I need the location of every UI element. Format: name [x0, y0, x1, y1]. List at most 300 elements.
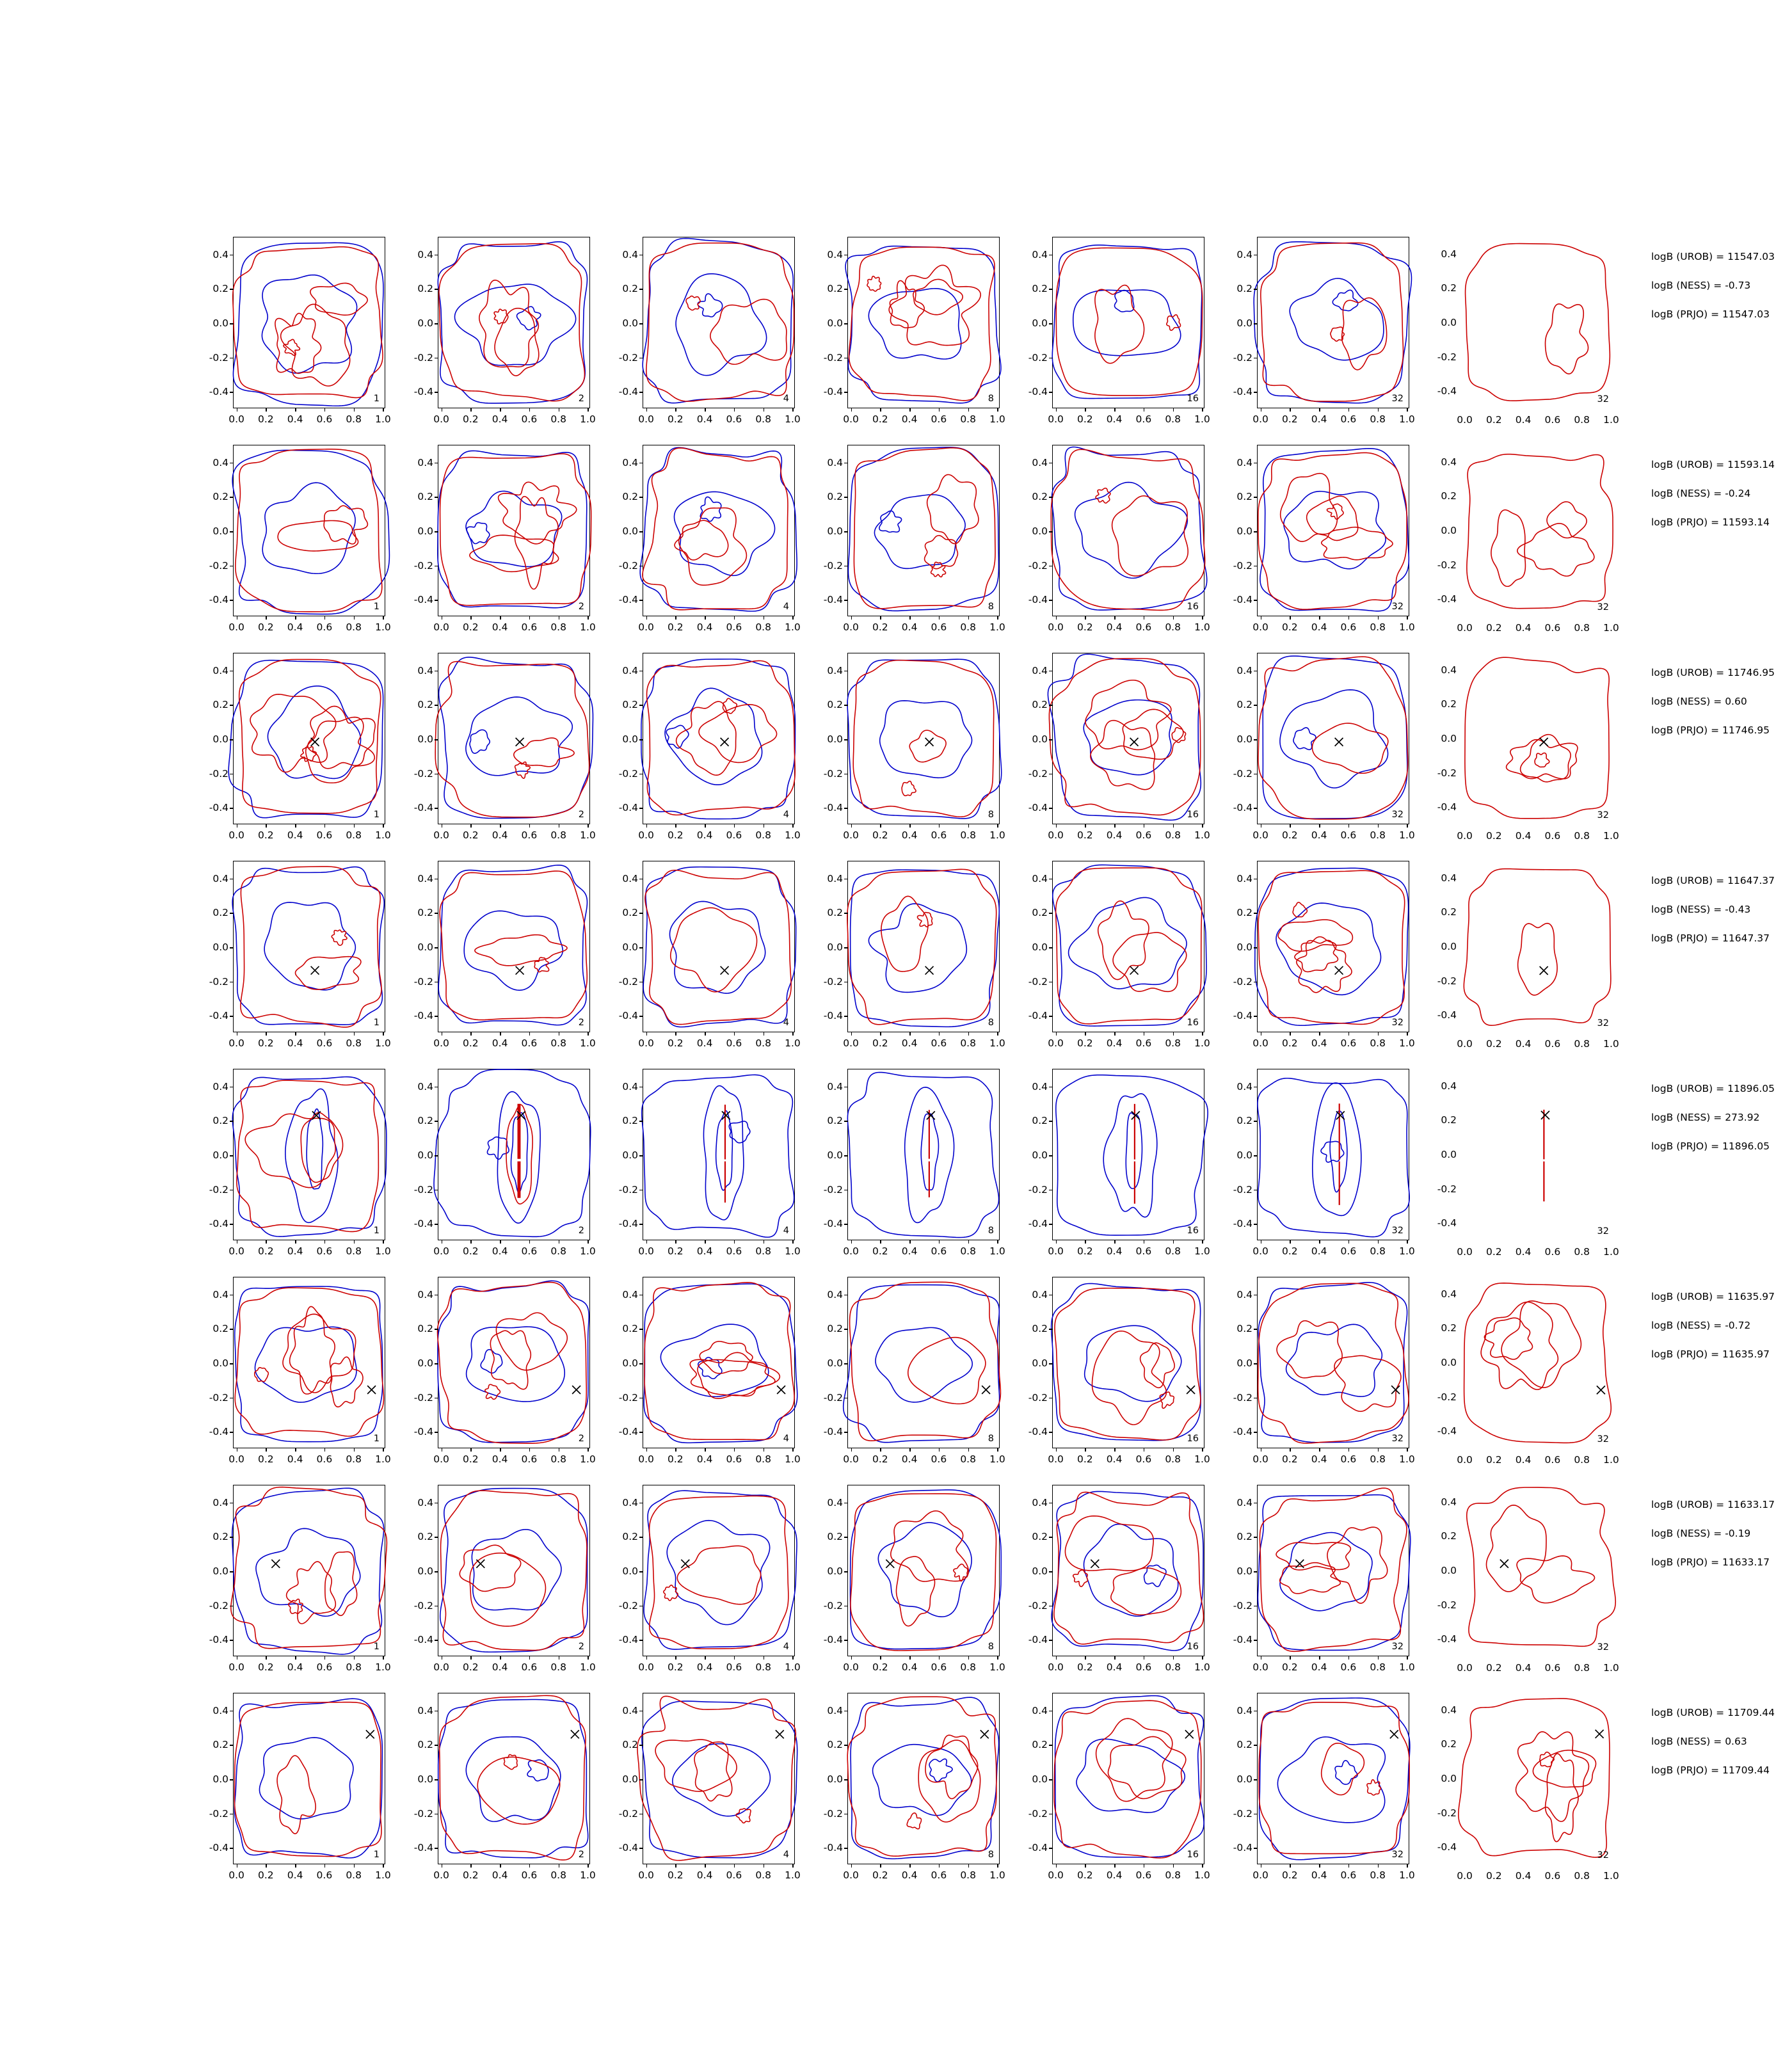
x-tick-label: 0.8 — [960, 829, 976, 841]
y-tick-mark — [230, 982, 234, 983]
y-tick-label: 0.2 — [622, 1739, 638, 1751]
x-tick-label: 1.0 — [1194, 621, 1210, 633]
contour-blue — [644, 1491, 797, 1649]
x-tick-label: 0.4 — [1311, 1245, 1327, 1257]
y-tick-label: -0.4 — [1233, 386, 1252, 398]
y-tick-label: -0.4 — [1028, 1218, 1048, 1230]
contour-red — [1334, 1356, 1401, 1411]
x-tick-label: 0.0 — [433, 1453, 449, 1465]
x-tick-label: 0.4 — [1515, 1662, 1532, 1674]
x-tick-label: 0.8 — [346, 1245, 362, 1257]
x-tick-mark — [1348, 824, 1350, 828]
y-tick-label: -0.4 — [209, 1426, 228, 1438]
y-tick-mark — [230, 392, 234, 393]
x-tick-mark — [705, 824, 706, 828]
panel-corner-label: 32 — [1391, 1226, 1404, 1236]
y-tick-label: 0.0 — [827, 1773, 843, 1785]
x-tick-label: 1.0 — [375, 829, 391, 841]
x-tick-mark — [470, 824, 472, 828]
panel-corner-label: 8 — [988, 394, 994, 404]
contour-blue — [228, 660, 383, 818]
x-tick-label: 0.6 — [1544, 1246, 1561, 1258]
y-tick-label: 0.4 — [417, 1288, 433, 1300]
y-tick-label: 0.2 — [1032, 1739, 1048, 1751]
y-tick-label: 0.2 — [1032, 1323, 1048, 1335]
contour-blue — [285, 1089, 338, 1222]
x-tick-label: 0.2 — [1282, 413, 1298, 425]
panel-corner-label: 8 — [988, 1226, 994, 1236]
y-tick-label: 0.0 — [1441, 525, 1457, 536]
x-tick-mark — [1202, 408, 1203, 412]
contour-red — [1259, 1702, 1409, 1854]
y-tick-mark — [230, 1640, 234, 1641]
contour-red — [281, 304, 350, 386]
y-tick-mark — [1254, 600, 1258, 601]
x-marker-icon — [1541, 1111, 1549, 1119]
panel-corner-label: 1 — [373, 810, 380, 820]
y-tick-mark — [435, 1640, 438, 1641]
contour-panel — [209, 861, 391, 1049]
annotation-ness: logB (NESS) = 273.92 — [1651, 1112, 1760, 1123]
x-tick-label: 0.6 — [521, 413, 538, 425]
contour-blue — [851, 1490, 1002, 1649]
x-tick-mark — [324, 1240, 326, 1244]
y-tick-mark — [1254, 1606, 1258, 1607]
x-tick-label: 0.0 — [228, 1869, 244, 1881]
y-tick-label: -0.4 — [1437, 801, 1457, 813]
y-tick-mark — [230, 358, 234, 359]
contour-red — [1276, 1542, 1350, 1570]
panel-cell — [1437, 1270, 1645, 1478]
x-tick-label: 0.2 — [258, 1037, 274, 1049]
x-tick-mark — [295, 616, 296, 620]
x-tick-mark — [851, 824, 852, 828]
contour-red — [290, 1306, 335, 1394]
y-tick-mark — [844, 1503, 848, 1504]
y-tick-mark — [1254, 1711, 1258, 1712]
y-tick-mark — [435, 1503, 438, 1504]
y-tick-mark — [230, 1329, 234, 1330]
y-tick-label: 0.2 — [1032, 907, 1048, 919]
contour-panel — [413, 1277, 596, 1465]
y-tick-mark — [435, 1363, 438, 1364]
contour-red — [515, 762, 531, 778]
y-tick-label: 0.4 — [212, 1080, 228, 1092]
y-tick-label: 0.2 — [1032, 1115, 1048, 1127]
x-tick-label: 1.0 — [1603, 1662, 1619, 1674]
y-tick-label: 0.0 — [1236, 1149, 1252, 1161]
y-tick-mark — [230, 1745, 234, 1746]
x-tick-mark — [997, 1656, 998, 1660]
y-tick-mark — [1254, 1155, 1258, 1156]
x-tick-label: 0.6 — [726, 1869, 742, 1881]
panel-corner-label: 8 — [988, 810, 994, 820]
x-tick-label: 0.8 — [346, 413, 362, 425]
y-tick-label: 0.4 — [622, 872, 638, 884]
x-tick-mark — [734, 1864, 735, 1868]
contour-blue — [878, 1523, 972, 1617]
y-tick-mark — [230, 531, 234, 532]
x-tick-label: 0.8 — [550, 413, 566, 425]
y-tick-mark — [435, 1329, 438, 1330]
contour-panel — [823, 653, 1005, 841]
x-tick-label: 0.4 — [1106, 413, 1123, 425]
y-tick-mark — [639, 1016, 643, 1017]
x-tick-mark — [559, 1032, 560, 1036]
panel-cell — [1030, 438, 1235, 646]
x-tick-label: 0.4 — [1515, 1454, 1532, 1466]
y-tick-mark — [230, 1016, 234, 1017]
y-tick-mark — [435, 1711, 438, 1712]
x-tick-label: 0.8 — [346, 1037, 362, 1049]
y-tick-mark — [844, 531, 848, 532]
x-tick-label: 0.6 — [1340, 1661, 1357, 1673]
x-tick-mark — [851, 1448, 852, 1452]
panel-corner-label: 32 — [1597, 1850, 1609, 1860]
x-tick-mark — [1378, 1656, 1379, 1660]
row-annotation-block — [1651, 1499, 1792, 1585]
x-tick-label: 0.8 — [1165, 829, 1181, 841]
x-tick-label: 0.4 — [901, 621, 918, 633]
contour-panel — [209, 653, 391, 841]
y-tick-mark — [639, 1745, 643, 1746]
contour-blue — [233, 243, 383, 406]
contour-red — [1258, 1283, 1409, 1443]
panel-corner-label: 32 — [1597, 1642, 1609, 1652]
contour-blue — [716, 1111, 733, 1190]
contour-panel — [618, 653, 801, 841]
contour-red — [233, 247, 383, 398]
y-tick-label: 0.4 — [622, 1704, 638, 1716]
y-tick-label: 0.0 — [1032, 733, 1048, 745]
y-tick-label: 0.4 — [827, 664, 843, 676]
x-tick-mark — [529, 616, 531, 620]
x-tick-mark — [470, 1032, 472, 1036]
y-tick-label: 0.0 — [1032, 317, 1048, 329]
y-tick-mark — [230, 739, 234, 740]
x-tick-mark — [1319, 616, 1320, 620]
annotation-prjo: logB (PRJO) = 11647.37 — [1651, 932, 1770, 944]
x-tick-mark — [1290, 408, 1291, 412]
x-tick-label: 0.8 — [1165, 1869, 1181, 1881]
y-tick-mark — [844, 1711, 848, 1712]
x-tick-mark — [792, 1240, 794, 1244]
y-tick-mark — [844, 1745, 848, 1746]
x-tick-mark — [1144, 1240, 1145, 1244]
panel-cell — [413, 1686, 621, 1894]
y-tick-mark — [844, 600, 848, 601]
y-tick-label: 0.0 — [212, 1565, 228, 1577]
y-tick-label: 0.2 — [1032, 491, 1048, 503]
y-tick-label: 0.4 — [827, 1496, 843, 1508]
y-tick-mark — [230, 1224, 234, 1225]
contour-blue — [1260, 449, 1409, 611]
y-tick-label: 0.0 — [212, 1357, 228, 1369]
y-tick-label: 0.4 — [417, 1496, 433, 1508]
contour-panel — [1233, 445, 1415, 633]
x-tick-mark — [383, 1240, 384, 1244]
y-tick-label: -0.4 — [618, 594, 638, 606]
x-tick-label: 1.0 — [989, 1661, 1005, 1673]
x-tick-label: 0.2 — [872, 829, 888, 841]
contour-red — [1546, 304, 1588, 374]
x-tick-mark — [237, 824, 238, 828]
x-tick-mark — [237, 1032, 238, 1036]
x-tick-mark — [1290, 1864, 1291, 1868]
x-tick-label: 1.0 — [1194, 1037, 1210, 1049]
contour-red — [1501, 1301, 1581, 1388]
x-tick-label: 0.2 — [1077, 413, 1093, 425]
panel-cell — [1437, 854, 1645, 1062]
x-tick-label: 0.8 — [1370, 1869, 1386, 1881]
y-tick-mark — [230, 879, 234, 880]
y-tick-label: -0.2 — [209, 1807, 228, 1820]
x-tick-mark — [1056, 1448, 1057, 1452]
x-tick-label: 0.6 — [726, 1245, 742, 1257]
contour-blue — [1254, 242, 1411, 403]
y-tick-label: 0.0 — [1032, 1149, 1048, 1161]
row-annotation-block — [1651, 459, 1792, 545]
y-tick-mark — [435, 1745, 438, 1746]
y-tick-mark — [639, 566, 643, 567]
contour-blue — [1052, 447, 1206, 610]
y-tick-mark — [639, 289, 643, 290]
y-tick-mark — [230, 1121, 234, 1122]
x-tick-mark — [909, 1656, 911, 1660]
y-tick-mark — [844, 566, 848, 567]
x-tick-label: 1.0 — [375, 1037, 391, 1049]
x-tick-label: 1.0 — [375, 1661, 391, 1673]
contour-red — [1055, 1288, 1201, 1440]
contour-blue — [1280, 690, 1388, 788]
y-tick-mark — [1254, 1537, 1258, 1538]
x-tick-label: 0.0 — [1457, 1870, 1473, 1882]
y-tick-label: -0.2 — [209, 767, 228, 780]
y-tick-label: 0.2 — [827, 1323, 843, 1335]
y-tick-label: 0.4 — [212, 1496, 228, 1508]
x-tick-mark — [675, 1864, 676, 1868]
panel-corner-label: 16 — [1187, 1850, 1199, 1860]
x-tick-mark — [1173, 1656, 1174, 1660]
x-tick-mark — [1173, 408, 1174, 412]
x-tick-label: 1.0 — [580, 413, 596, 425]
y-tick-label: -0.2 — [209, 1391, 228, 1404]
panel-cell — [823, 1062, 1030, 1270]
y-tick-mark — [230, 1814, 234, 1815]
x-tick-mark — [266, 1240, 267, 1244]
y-tick-label: -0.4 — [618, 1842, 638, 1854]
y-tick-mark — [435, 1606, 438, 1607]
contour-red — [275, 313, 321, 373]
y-tick-label: 0.0 — [827, 317, 843, 329]
y-tick-mark — [639, 531, 643, 532]
panel-cell — [618, 1062, 826, 1270]
y-tick-label: -0.2 — [1437, 351, 1457, 363]
x-tick-label: 0.4 — [1106, 1245, 1123, 1257]
contour-panel — [1437, 861, 1619, 1050]
y-tick-mark — [639, 1848, 643, 1849]
x-tick-label: 1.0 — [375, 1453, 391, 1465]
y-tick-mark — [1049, 982, 1053, 983]
x-marker-icon — [721, 966, 729, 975]
x-tick-mark — [470, 1240, 472, 1244]
contour-red — [460, 1545, 520, 1591]
contour-red — [1111, 1568, 1181, 1615]
y-tick-mark — [639, 671, 643, 672]
contour-red — [277, 1756, 316, 1834]
contour-red — [850, 1282, 1001, 1441]
x-tick-label: 0.2 — [668, 1245, 684, 1257]
x-tick-label: 0.4 — [492, 1453, 508, 1465]
x-tick-mark — [1114, 1240, 1116, 1244]
x-tick-label: 0.0 — [1048, 1453, 1064, 1465]
x-tick-label: 0.0 — [638, 1453, 654, 1465]
panel-cell — [211, 1270, 416, 1478]
row-annotation-block — [1651, 667, 1792, 753]
x-tick-label: 1.0 — [1603, 830, 1619, 842]
x-tick-label: 0.6 — [931, 1869, 947, 1881]
y-tick-label: -0.4 — [1233, 1010, 1252, 1022]
y-tick-label: 0.4 — [1236, 248, 1252, 260]
contour-red — [332, 930, 347, 945]
y-tick-label: 0.2 — [417, 1739, 433, 1751]
contour-red — [239, 659, 381, 813]
x-tick-mark — [442, 616, 443, 620]
x-tick-label: 0.2 — [1486, 1662, 1502, 1674]
x-tick-mark — [559, 408, 560, 412]
y-tick-mark — [435, 774, 438, 775]
x-tick-mark — [675, 1032, 676, 1036]
y-tick-mark — [639, 358, 643, 359]
y-tick-label: -0.4 — [413, 1634, 433, 1646]
contour-red — [907, 1813, 921, 1829]
y-tick-mark — [1049, 1745, 1053, 1746]
y-tick-mark — [1049, 1432, 1053, 1433]
y-tick-label: 0.4 — [1032, 1288, 1048, 1300]
y-tick-label: 0.0 — [1032, 525, 1048, 537]
y-tick-mark — [639, 497, 643, 498]
x-tick-label: 0.4 — [287, 413, 303, 425]
contour-blue — [1056, 1075, 1208, 1235]
y-tick-mark — [844, 808, 848, 809]
x-tick-mark — [764, 1656, 765, 1660]
y-tick-mark — [435, 739, 438, 740]
x-tick-mark — [1348, 408, 1350, 412]
x-tick-mark — [1290, 824, 1291, 828]
contour-red — [881, 896, 928, 972]
y-tick-label: 0.0 — [1032, 941, 1048, 953]
y-tick-label: 0.2 — [1441, 1738, 1457, 1750]
y-tick-label: 0.2 — [622, 1531, 638, 1543]
x-tick-mark — [1085, 1448, 1086, 1452]
y-tick-mark — [1049, 255, 1053, 256]
contour-blue — [1286, 1324, 1382, 1396]
contour-red — [1261, 243, 1404, 401]
x-tick-label: 0.8 — [346, 1661, 362, 1673]
y-tick-mark — [230, 1606, 234, 1607]
y-tick-mark — [1049, 1016, 1053, 1017]
x-tick-mark — [237, 616, 238, 620]
contour-red — [438, 1283, 587, 1444]
y-tick-label: 0.2 — [417, 1323, 433, 1335]
x-tick-label: 0.8 — [346, 1869, 362, 1881]
x-tick-mark — [880, 1032, 881, 1036]
y-tick-label: -0.2 — [1437, 1391, 1457, 1403]
y-tick-label: 0.4 — [212, 664, 228, 676]
contour-panel — [413, 237, 596, 425]
y-tick-label: 0.4 — [827, 1704, 843, 1716]
x-tick-label: 0.0 — [1457, 830, 1473, 842]
x-tick-label: 0.4 — [492, 1037, 508, 1049]
x-marker-icon — [982, 1386, 990, 1394]
x-tick-mark — [939, 1864, 940, 1868]
contour-blue — [464, 911, 563, 990]
x-tick-label: 0.0 — [843, 1037, 859, 1049]
y-tick-mark — [230, 1779, 234, 1780]
y-tick-mark — [230, 255, 234, 256]
contour-red — [1486, 1505, 1546, 1592]
y-tick-label: 0.4 — [827, 1080, 843, 1092]
y-tick-mark — [1049, 739, 1053, 740]
x-tick-mark — [266, 1656, 267, 1660]
y-tick-mark — [844, 1814, 848, 1815]
contour-panel — [618, 1069, 801, 1257]
x-tick-label: 0.0 — [638, 1661, 654, 1673]
y-tick-label: -0.2 — [823, 1183, 843, 1196]
x-tick-label: 0.6 — [726, 1037, 742, 1049]
y-tick-label: -0.4 — [209, 594, 228, 606]
panel-cell — [413, 1478, 621, 1686]
panel-cell — [1235, 1478, 1440, 1686]
contour-red — [851, 1494, 996, 1651]
y-tick-label: 0.4 — [417, 872, 433, 884]
x-tick-mark — [968, 1656, 970, 1660]
y-tick-label: -0.2 — [1028, 975, 1048, 988]
contour-blue — [1260, 1698, 1410, 1860]
contour-blue — [700, 497, 721, 521]
x-tick-label: 0.4 — [1311, 1661, 1327, 1673]
x-tick-label: 0.2 — [872, 413, 888, 425]
y-tick-label: 0.0 — [212, 525, 228, 537]
contour-red — [499, 482, 577, 544]
contour-panel — [823, 237, 1005, 425]
y-tick-mark — [1254, 808, 1258, 809]
x-tick-label: 1.0 — [989, 1869, 1005, 1881]
panel-corner-label: 32 — [1597, 810, 1609, 820]
x-tick-mark — [295, 1448, 296, 1452]
x-tick-label: 0.8 — [1370, 413, 1386, 425]
panel-cell — [1437, 646, 1645, 854]
x-tick-label: 1.0 — [1399, 1869, 1415, 1881]
x-tick-mark — [705, 1864, 706, 1868]
contour-blue — [660, 1324, 768, 1396]
contour-blue — [643, 238, 793, 403]
panel-corner-label: 32 — [1391, 810, 1404, 820]
y-tick-mark — [1049, 1363, 1053, 1364]
x-tick-mark — [500, 1864, 501, 1868]
x-marker-icon — [1596, 1730, 1604, 1738]
x-tick-label: 0.0 — [1252, 1869, 1268, 1881]
contour-blue — [929, 1759, 952, 1782]
x-tick-label: 0.6 — [726, 413, 742, 425]
y-tick-label: -0.2 — [1233, 1599, 1252, 1612]
y-tick-label: 0.4 — [212, 872, 228, 884]
x-tick-label: 0.0 — [433, 1037, 449, 1049]
x-tick-mark — [1144, 1448, 1145, 1452]
y-tick-mark — [1254, 1121, 1258, 1122]
x-marker-icon — [1335, 966, 1343, 975]
x-tick-mark — [1407, 1032, 1408, 1036]
